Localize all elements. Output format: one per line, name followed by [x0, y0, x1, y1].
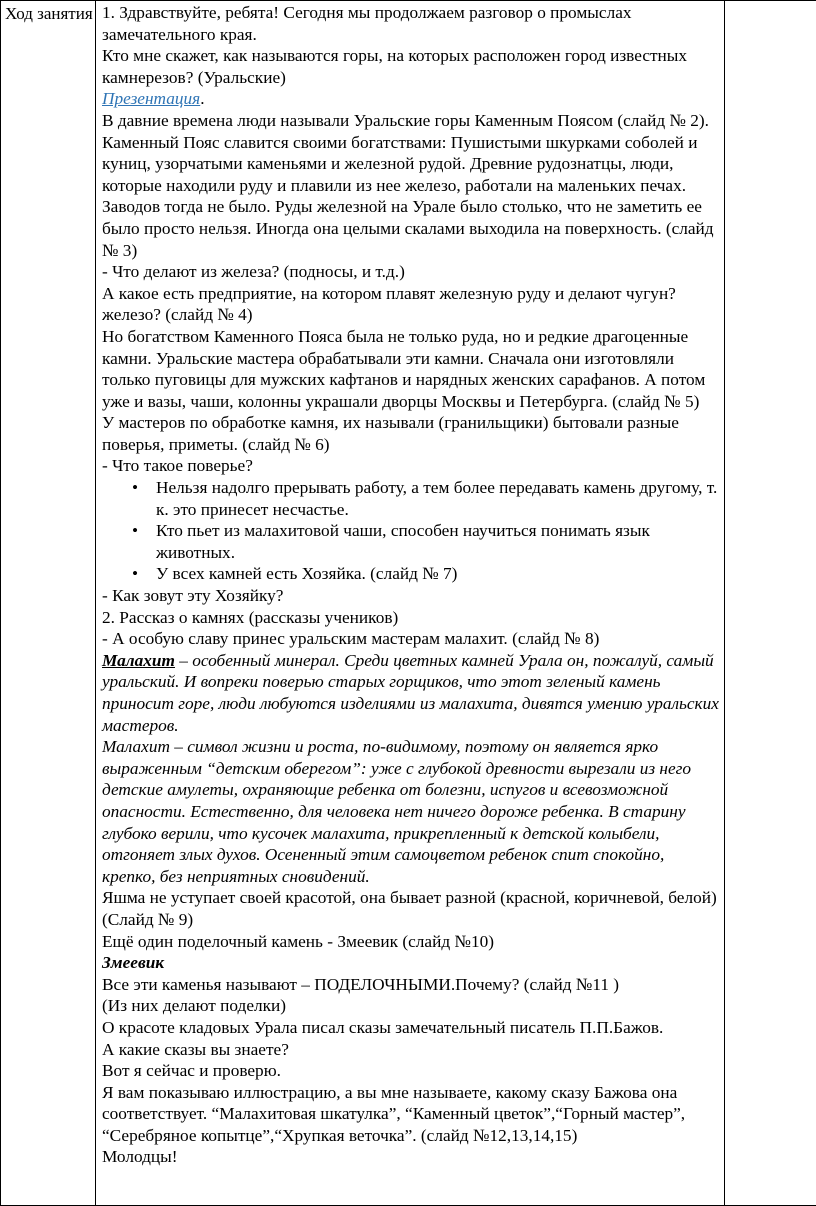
empty-cell	[725, 1, 816, 1206]
paragraph: - Что делают из железа? (подносы, и т.д.)	[102, 262, 405, 282]
presentation-link[interactable]: Презентация	[102, 89, 201, 109]
paragraph: - Что такое поверье?	[102, 456, 253, 476]
table-row	[1, 1, 816, 1206]
paragraph: У мастеров по обработке камня, их называли (гранильщики) бытовали разные поверья, приметы. (слайд № 6)	[102, 413, 679, 454]
paragraph: (Из них делают поделки)	[102, 996, 287, 1016]
bullet-icon: •	[132, 564, 139, 584]
beliefs-list	[102, 477, 722, 585]
paragraph: Яшма не уступает своей красотой, она бывает разной (красной, коричневой, белой) (Слайд № 9)	[102, 888, 717, 929]
list-item-text: Кто пьет из малахитовой чаши, способен научиться понимать язык животных.	[156, 521, 650, 562]
label-cell	[1, 1, 96, 1206]
list-item-text: Нельзя надолго прерывать работу, а тем более передавать камень другому, т. к. это принесет несчастье.	[156, 478, 718, 519]
paragraph: - Как зовут эту Хозяйку?	[102, 586, 284, 606]
row-label: Ход занятия	[5, 4, 93, 23]
list-item-text: У всех камней есть Хозяйка. (слайд № 7)	[156, 564, 458, 584]
presentation-line: Презентация.	[102, 89, 205, 109]
list-item	[132, 520, 722, 563]
malachite-definition-text: – особенный минерал. Среди цветных камней Урала он, пожалуй, самый уральский. И вопреки поверью старых горщиков, что этот зеленый камень приносит горе, люди любуются изделиями из малахита, дивятся умению уральских мастеров.	[102, 650, 719, 735]
bullet-icon: •	[132, 521, 139, 541]
list-item	[132, 477, 722, 520]
paragraph: - А особую славу принес уральским мастерам малахит. (слайд № 8)	[102, 629, 600, 649]
list-item	[132, 563, 722, 585]
paragraph: Вот я сейчас и проверю.	[102, 1061, 281, 1081]
paragraph: Кто мне скажет, как называются горы, на которых расположен город известных камнерезов? (Уральские)	[102, 46, 688, 87]
paragraph: Все эти каменья называют – ПОДЕЛОЧНЫМИ.Почему? (слайд №11 )	[102, 974, 620, 994]
serpentine-heading: Змеевик	[102, 953, 165, 973]
paragraph: В давние времена люди называли Уральские горы Каменным Поясом (слайд № 2). Каменный Пояс славится своими богатствами: Пушистыми шкурками соболей и куниц, узорчатыми каменьями и железной рудой. Древние рудознатцы, люди, которые находили руду и плавили из нее железо, работали на маленьких печах. Заводов тогда не было. Руды железной на Урале было столько, что не заметить ее было просто нельзя. Иногда она целыми скалами выходила на поверхность. (слайд № 3)	[102, 110, 714, 260]
paragraph: А какое есть предприятие, на котором плавят железную руду и делают чугун? железо? (слайд № 4)	[102, 283, 676, 325]
paragraph: О красоте кладовых Урала писал сказы замечательный писатель П.П.Бажов.	[102, 1017, 664, 1037]
malachite-definition	[102, 650, 722, 736]
bullet-icon: •	[132, 478, 139, 498]
malachite-term: Малахит	[102, 650, 175, 670]
malachite-symbol-paragraph: Малахит – символ жизни и роста, по-видимому, поэтому он является ярко выраженным “детским оберегом”: уже с глубокой древности вырезали из него детские амулеты, охраняющие ребенка от болезни, испугов и всевозможной опасности. Естественно, для человека нет ничего дороже ребенка. В старину глубоко верили, что кусочек малахита, прикрепленный к детской колыбели, отгоняет злых духов. Осененный этим самоцветом ребенок спит спокойно, крепко, без неприятных сновидений.	[102, 737, 692, 886]
paragraph: Но богатством Каменного Пояса была не только руда, но и редкие драгоценные камни. Уральские мастера обрабатывали эти камни. Сначала они изготовляли только пуговицы для мужских кафтанов и нарядных женских сарафанов. А потом уже и вазы, чаши, колонны украшали дворцы Москвы и Петербурга. (слайд № 5)	[102, 326, 706, 411]
paragraph: Я вам показываю иллюстрацию, а вы мне называете, какому сказу Бажова она соответствует. “Малахитовая шкатулка”, “Каменный цветок”,“Горный мастер”, “Серебряное копытце”,“Хрупкая веточка”. (слайд №12,13,14,15)	[102, 1082, 686, 1145]
paragraph: Ещё один поделочный камень - Змеевик (слайд №10)	[102, 931, 494, 951]
paragraph: 1. Здравствуйте, ребята! Сегодня мы продолжаем разговор о промыслах замечательного края.	[102, 3, 632, 44]
paragraph: 2. Рассказ о камнях (рассказы учеников)	[102, 607, 399, 627]
content-cell	[96, 1, 725, 1206]
lesson-content	[96, 1, 724, 1168]
paragraph: Молодцы!	[102, 1147, 178, 1167]
paragraph: А какие сказы вы знаете?	[102, 1039, 289, 1059]
